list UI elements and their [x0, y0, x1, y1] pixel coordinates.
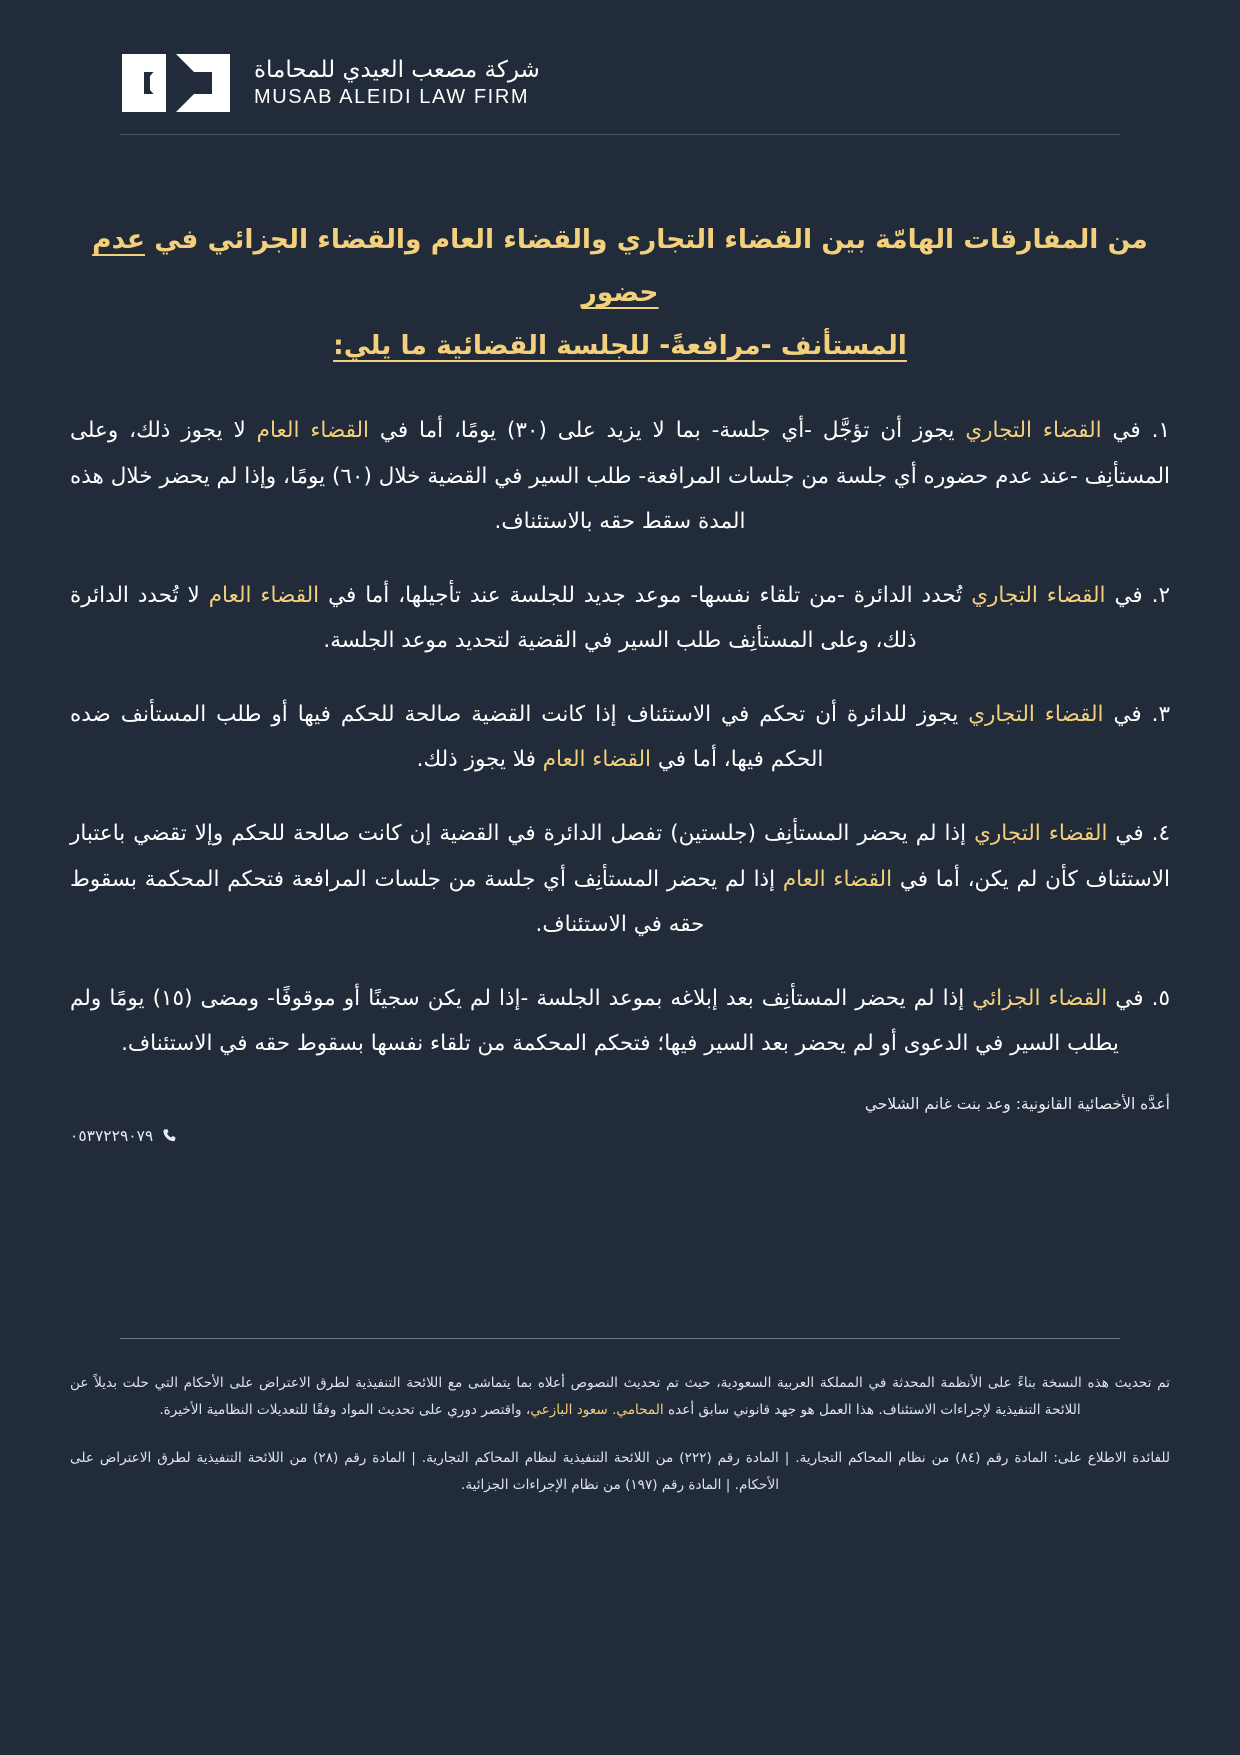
- text-run: إذا لم يحضر المستأنِف أي جلسة من جلسات المرافعة فتحكم المحكمة بسقوط حقه في الاستئناف.: [70, 866, 783, 938]
- text-run: ، واقتصر دوري على تحديث المواد وفقًا للتعديلات النظامية الأخيرة.: [159, 1401, 531, 1418]
- highlighted-term: المحامي. سعود البازعي: [530, 1401, 664, 1418]
- footer-disclaimer: [70, 1370, 1170, 1423]
- text-run: إذا لم يحضر المستأنِف (جلستين) تفصل الدائرة في القضية إن كانت صالحة للحكم وإلا تقضي باعتبار الاستئناف كأن لم يكن، أما في: [70, 821, 1170, 892]
- header-divider: [120, 134, 1120, 135]
- text-run: تم تحديث هذه النسخة بناءً على الأنظمة المحدثة في المملكة العربية السعودية، حيث تم تحديث النصوص أعلاه بما يتماشى مع اللائحة التنفيذية لطرق الاعتراض على الأحكام التي حلت بديلاً عن اللائحة التنفيذية لإجراءات الاستئناف. هذا العمل هو جهد قانوني سابق أعده: [70, 1375, 1170, 1418]
- text-run: فلا يجوز ذلك.: [416, 747, 543, 773]
- text-run: ٤. في: [1107, 821, 1171, 847]
- clause-paragraph: [70, 976, 1170, 1067]
- musab-aleidi-monogram-icon: [120, 52, 232, 114]
- document-body: [70, 408, 1170, 1067]
- phone-number: ٠٥٣٧٢٢٩٠٧٩: [70, 1126, 154, 1145]
- highlighted-term: القضاء العام: [256, 418, 370, 443]
- highlighted-term: القضاء العام: [542, 747, 652, 773]
- document-header: [0, 0, 1240, 114]
- highlighted-term: القضاء التجاري: [974, 821, 1108, 847]
- clause-paragraph: [70, 408, 1170, 545]
- highlighted-term: القضاء التجاري: [971, 582, 1106, 608]
- page-title-line-1b: عدم حضور: [92, 224, 659, 308]
- highlighted-term: القضاء التجاري: [965, 418, 1102, 443]
- page-title-line-1a: من المفارقات الهامّة بين القضاء التجاري والقضاء العام والقضاء الجزائي في: [144, 224, 1148, 255]
- author-credit: أعدَّه الأخصائية القانونية: وعد بنت غانم الشلاحي: [864, 1094, 1170, 1113]
- clause-paragraph: [70, 811, 1170, 948]
- highlighted-term: القضاء العام: [782, 866, 893, 892]
- text-run: ٥. في: [1107, 985, 1170, 1011]
- contact-phone[interactable]: [70, 1127, 1170, 1145]
- page-title-line-1: [70, 213, 1170, 319]
- text-run: لا يجوز ذلك، وعلى المستأنِف -عند عدم حضوره أي جلسة من جلسات المرافعة- طلب السير في القضية خلال (٦٠) يومًا، وإذا لم يحضر خلال هذه المدة سقط حقه بالاستئناف.: [70, 418, 1170, 535]
- text-run: يجوز للدائرة أن تحكم في الاستئناف إذا كانت القضية صالحة للحكم فيها أو طلب المستأنف ضده الحكم فيها، أما في: [70, 701, 969, 773]
- text-run: لا تُحدد الدائرة ذلك، وعلى المستأنِف طلب السير في القضية لتحديد موعد الجلسة.: [70, 582, 917, 654]
- page-title: [70, 213, 1170, 372]
- footer-references: للفائدة الاطلاع على: المادة رقم (٨٤) من نظام المحاكم التجارية. | المادة رقم (٢٢٢) من اللائحة التنفيذية لنظام المحاكم التجارية. | المادة رقم (٢٨) من اللائحة التنفيذية لطرق الاعتراض على الأحكام. | المادة رقم (١٩٧) من نظام الإجراءات الجزائية.: [70, 1450, 1170, 1493]
- text-run: تُحدد الدائرة -من تلقاء نفسها- موعد جديد للجلسة عند تأجيلها، أما في: [319, 582, 972, 608]
- highlighted-term: القضاء التجاري: [968, 701, 1104, 727]
- text-run: يجوز أن تؤجَّل -أي جلسة- بما لا يزيد على (٣٠) يومًا، أما في: [369, 418, 966, 443]
- page-title-line-2: المستأنف -مرافعةً- للجلسة القضائية ما يلي:: [333, 330, 907, 361]
- text-run: ٢. في: [1105, 582, 1170, 608]
- brand-name-arabic: شركة مصعب العيدي للمحاماة: [254, 56, 540, 83]
- brand-lockup: [120, 52, 540, 114]
- brand-text: [254, 57, 540, 109]
- phone-icon: [162, 1128, 177, 1143]
- clause-paragraph: [70, 692, 1170, 783]
- document-footer: [70, 1370, 1170, 1520]
- brand-name-english: MUSAB ALEIDI LAW FIRM: [254, 86, 530, 109]
- highlighted-term: القضاء الجزائي: [972, 985, 1108, 1011]
- highlighted-term: القضاء العام: [208, 582, 320, 608]
- text-run: ٣. في: [1103, 701, 1171, 727]
- text-run: ١. في: [1101, 418, 1170, 443]
- footer-divider: [120, 1338, 1120, 1339]
- clause-paragraph: [70, 573, 1170, 664]
- text-run: إذا لم يحضر المستأنِف بعد إبلاغه بموعد الجلسة -إذا لم يكن سجينًا أو موقوفًا- ومضى (١٥) يومًا ولم يطلب السير في الدعوى أو لم يحضر بعد السير فيها؛ فتحكم المحكمة من تلقاء نفسها بسقوط حقه في الاستئناف.: [70, 985, 1119, 1057]
